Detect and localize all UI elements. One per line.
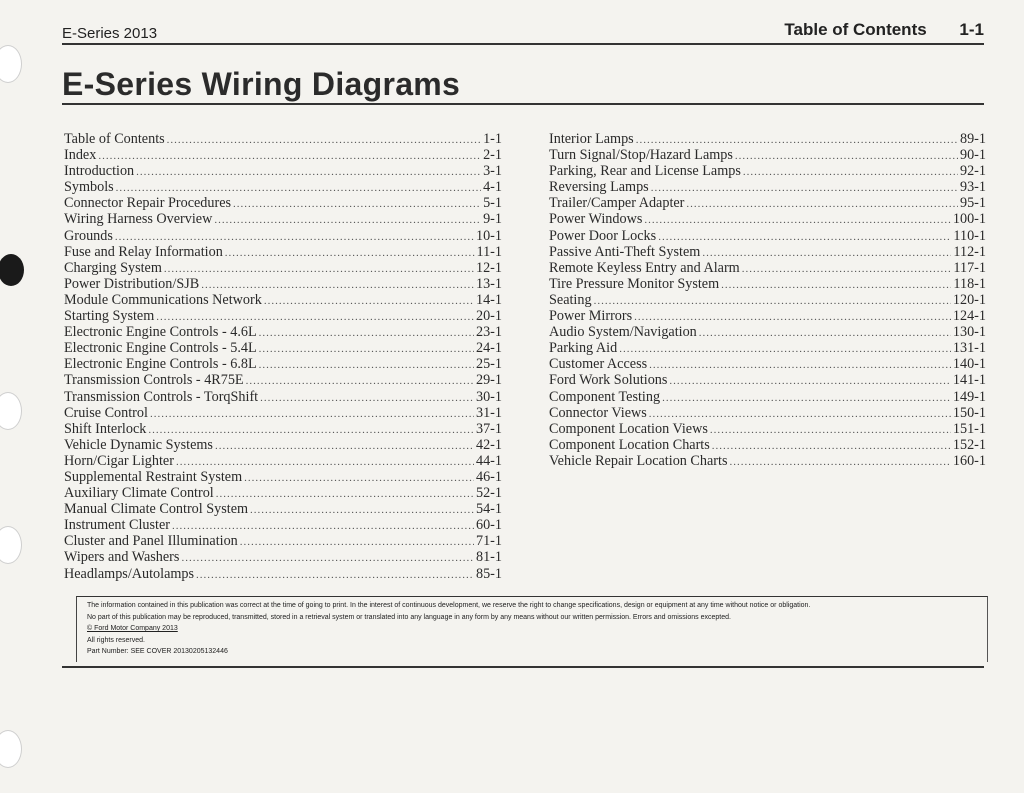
toc-entry[interactable] [549, 308, 986, 324]
toc-leader-dots [260, 390, 474, 406]
toc-leader-dots [649, 357, 951, 373]
binder-hole [0, 730, 22, 768]
toc-entry-page: 120-1 [952, 291, 986, 308]
toc-entry-page: 3-1 [483, 163, 502, 180]
toc-entry-label: Power Windows [549, 211, 643, 228]
toc-entry-label: Symbols [64, 179, 114, 196]
toc-leader-dots [233, 196, 481, 212]
toc-entry-page: 29-1 [475, 372, 502, 389]
toc-leader-dots [649, 406, 951, 422]
toc-leader-dots [176, 454, 474, 470]
toc-entry-label: Instrument Cluster [64, 517, 170, 534]
toc-entry[interactable] [549, 179, 986, 195]
toc-entry[interactable] [549, 453, 986, 469]
toc-entry[interactable] [549, 163, 986, 179]
toc-entry[interactable] [549, 356, 986, 372]
toc-entry-label: Grounds [64, 227, 113, 244]
toc-leader-dots [167, 132, 481, 148]
toc-leader-dots [115, 229, 474, 245]
toc-entry[interactable] [64, 485, 502, 501]
toc-entry[interactable] [64, 292, 502, 308]
section-header [784, 20, 984, 40]
toc-entry-page: 160-1 [952, 452, 986, 469]
title-divider [62, 103, 984, 105]
toc-entry-label: Component Location Charts [549, 436, 710, 453]
toc-entry-label: Component Testing [549, 388, 661, 405]
legal-notice [76, 596, 988, 662]
toc-entry-page: 42-1 [475, 436, 502, 453]
toc-entry-label: Remote Keyless Entry and Alarm [549, 259, 740, 276]
toc-entry-label: Supplemental Restraint System [64, 468, 243, 485]
toc-entry-page: 124-1 [952, 308, 986, 325]
toc-leader-dots [201, 277, 474, 293]
toc-leader-dots [246, 373, 474, 389]
toc-entry[interactable] [549, 276, 986, 292]
toc-entry-page: 1-1 [483, 131, 502, 147]
toc-entry-label: Parking Aid [549, 340, 618, 357]
toc-entry[interactable] [64, 131, 502, 147]
toc-leader-dots [712, 438, 951, 454]
toc-entry-label: Charging System [64, 259, 162, 276]
toc-entry-page: 24-1 [475, 340, 502, 357]
toc-entry-page: 149-1 [952, 388, 986, 405]
toc-entry-label: Electronic Engine Controls - 6.8L [64, 356, 257, 373]
toc-leader-dots [259, 341, 474, 357]
toc-leader-dots [702, 245, 951, 261]
toc-leader-dots [240, 534, 474, 550]
toc-entry-page: 2-1 [483, 147, 502, 164]
toc-entry-label: Passive Anti-Theft System [549, 243, 701, 260]
toc-leader-dots [710, 422, 951, 438]
toc-entry-label: Parking, Rear and License Lamps [549, 163, 741, 180]
header-divider [62, 43, 984, 45]
toc-leader-dots [735, 148, 958, 164]
toc-entry-page: 25-1 [475, 356, 502, 373]
toc-entry-label: Introduction [64, 163, 135, 180]
toc-leader-dots [729, 454, 950, 470]
rights-reserved: All rights reserved. [87, 636, 145, 644]
toc-entry[interactable] [64, 308, 502, 324]
toc-entry-label: Seating [549, 291, 592, 308]
toc-entry-page: 13-1 [475, 275, 502, 292]
toc-entry[interactable] [64, 228, 502, 244]
toc-entry[interactable] [549, 147, 986, 163]
toc-entry-label: Interior Lamps [549, 131, 634, 147]
toc-entry[interactable] [64, 389, 502, 405]
toc-entry-label: Module Communications Network [64, 291, 262, 308]
toc-leader-dots [225, 245, 475, 261]
toc-entry-label: Horn/Cigar Lighter [64, 452, 174, 469]
toc-entry[interactable] [549, 131, 986, 147]
toc-entry[interactable] [64, 276, 502, 292]
toc-leader-dots [98, 148, 481, 164]
toc-left-column [64, 131, 502, 582]
toc-entry[interactable] [549, 405, 986, 421]
section-title: Table of Contents [784, 20, 927, 39]
toc-entry-label: Index [64, 147, 97, 164]
toc-entry-label: Starting System [64, 308, 155, 325]
toc-leader-dots [644, 212, 951, 228]
toc-entry-label: Cruise Control [64, 404, 148, 421]
toc-entry[interactable] [64, 179, 502, 195]
toc-right-column [549, 131, 986, 469]
toc-entry[interactable] [64, 517, 502, 533]
toc-entry-label: Auxiliary Climate Control [64, 485, 214, 502]
toc-entry-label: Component Location Views [549, 420, 708, 437]
toc-leader-dots [196, 567, 474, 583]
toc-entry-page: 89-1 [959, 131, 986, 147]
toc-entry-page: 131-1 [952, 340, 986, 357]
toc-leader-dots [136, 164, 481, 180]
toc-entry-page: 11-1 [476, 243, 502, 260]
toc-entry-label: Electronic Engine Controls - 4.6L [64, 324, 257, 341]
toc-entry-label: Electronic Engine Controls - 5.4L [64, 340, 257, 357]
toc-leader-dots [150, 406, 474, 422]
series-label: E-Series 2013 [62, 25, 158, 42]
toc-leader-dots [156, 309, 474, 325]
notice-line-1: The information contained in this publication was correct at the time of going to print. In the interest of continuous development, we reserve the right to change specifications, design or equipment at any time without notice or obligation. [87, 602, 811, 609]
toc-entry[interactable] [64, 437, 502, 453]
toc-entry-label: Vehicle Repair Location Charts [549, 452, 728, 469]
toc-leader-dots [214, 212, 481, 228]
toc-entry-page: 93-1 [959, 179, 986, 196]
toc-leader-dots [658, 229, 951, 245]
toc-leader-dots [148, 422, 474, 438]
toc-entry-label: Transmission Controls - 4R75E [64, 372, 244, 389]
part-number: Part Number: SEE COVER 20130205132446 [87, 648, 228, 656]
toc-entry[interactable] [64, 566, 502, 582]
toc-leader-dots [636, 132, 958, 148]
toc-entry[interactable] [549, 260, 986, 276]
toc-entry-page: 95-1 [959, 195, 986, 212]
toc-leader-dots [651, 180, 958, 196]
toc-entry-label: Turn Signal/Stop/Hazard Lamps [549, 147, 733, 164]
toc-entry[interactable] [64, 211, 502, 227]
toc-leader-dots [634, 309, 951, 325]
toc-entry[interactable] [64, 195, 502, 211]
toc-entry[interactable] [549, 389, 986, 405]
toc-entry-page: 12-1 [475, 259, 502, 276]
toc-entry[interactable] [549, 324, 986, 340]
toc-entry-page: 92-1 [959, 163, 986, 180]
toc-entry-page: 152-1 [952, 436, 986, 453]
toc-leader-dots [743, 164, 958, 180]
toc-entry-label: Wipers and Washers [64, 549, 180, 566]
toc-entry[interactable] [64, 469, 502, 485]
toc-entry-label: Power Door Locks [549, 227, 657, 244]
toc-entry[interactable] [64, 421, 502, 437]
toc-entry-page: 20-1 [475, 308, 502, 325]
toc-entry-page: 60-1 [475, 517, 502, 534]
toc-entry[interactable] [64, 453, 502, 469]
toc-entry[interactable] [64, 244, 502, 260]
toc-entry[interactable] [549, 292, 986, 308]
toc-entry[interactable] [549, 244, 986, 260]
toc-entry-page: 52-1 [475, 485, 502, 502]
toc-leader-dots [742, 261, 952, 277]
toc-entry[interactable] [64, 533, 502, 549]
toc-leader-dots [259, 325, 474, 341]
toc-entry-page: 23-1 [475, 324, 502, 341]
toc-entry[interactable] [64, 324, 502, 340]
toc-leader-dots [164, 261, 474, 277]
toc-entry[interactable] [549, 340, 986, 356]
toc-entry-page: 140-1 [952, 356, 986, 373]
toc-entry-page: 150-1 [952, 404, 986, 421]
toc-entry-label: Fuse and Relay Information [64, 243, 223, 260]
toc-entry[interactable] [64, 260, 502, 276]
toc-leader-dots [116, 180, 481, 196]
toc-entry-page: 81-1 [475, 549, 502, 566]
toc-entry-label: Customer Access [549, 356, 648, 373]
binder-hole [0, 526, 22, 564]
toc-leader-dots [250, 502, 474, 518]
toc-entry-page: 31-1 [475, 404, 502, 421]
toc-entry-page: 117-1 [953, 259, 986, 276]
toc-entry-label: Connector Views [549, 404, 647, 421]
toc-entry-label: Cluster and Panel Illumination [64, 533, 238, 550]
toc-leader-dots [721, 277, 951, 293]
toc-entry-page: 44-1 [475, 452, 502, 469]
toc-leader-dots [619, 341, 951, 357]
toc-entry-label: Shift Interlock [64, 420, 147, 437]
toc-entry[interactable] [549, 372, 986, 388]
toc-entry-label: Ford Work Solutions [549, 372, 668, 389]
section-number: 1-1 [959, 20, 984, 39]
toc-entry-label: Vehicle Dynamic Systems [64, 436, 213, 453]
toc-entry-label: Power Distribution/SJB [64, 275, 200, 292]
toc-entry-label: Table of Contents [64, 131, 165, 147]
toc-entry-page: 46-1 [475, 468, 502, 485]
binder-hole-dark [0, 254, 24, 286]
toc-entry-label: Reversing Lamps [549, 179, 649, 196]
toc-entry-page: 5-1 [483, 195, 502, 212]
toc-entry-page: 9-1 [483, 211, 502, 228]
toc-entry-label: Headlamps/Autolamps [64, 565, 195, 582]
toc-leader-dots [181, 550, 474, 566]
toc-entry-page: 110-1 [953, 227, 986, 244]
toc-leader-dots [662, 390, 951, 406]
toc-entry[interactable] [549, 228, 986, 244]
toc-entry[interactable] [64, 147, 502, 163]
toc-leader-dots [172, 518, 474, 534]
toc-entry-label: Trailer/Camper Adapter [549, 195, 685, 212]
toc-entry-label: Tire Pressure Monitor System [549, 275, 720, 292]
toc-entry[interactable] [64, 356, 502, 372]
toc-entry[interactable] [64, 549, 502, 565]
toc-entry[interactable] [549, 211, 986, 227]
toc-entry-page: 118-1 [953, 275, 986, 292]
toc-entry[interactable] [549, 437, 986, 453]
toc-leader-dots [215, 438, 474, 454]
toc-entry-page: 112-1 [953, 243, 986, 260]
toc-entry-page: 30-1 [475, 388, 502, 405]
toc-entry[interactable] [64, 501, 502, 517]
toc-entry-page: 130-1 [952, 324, 986, 341]
toc-entry[interactable] [64, 163, 502, 179]
bottom-divider [62, 666, 984, 668]
binder-hole [0, 45, 22, 83]
toc-entry[interactable] [64, 340, 502, 356]
toc-entry-label: Audio System/Navigation [549, 324, 697, 341]
toc-entry-page: 90-1 [959, 147, 986, 164]
toc-leader-dots [264, 293, 474, 309]
toc-entry-page: 100-1 [952, 211, 986, 228]
toc-entry-page: 71-1 [475, 533, 502, 550]
toc-leader-dots [244, 470, 474, 486]
toc-entry-page: 4-1 [483, 179, 502, 196]
toc-entry-label: Manual Climate Control System [64, 501, 249, 518]
toc-entry-page: 14-1 [475, 291, 502, 308]
toc-entry[interactable] [64, 405, 502, 421]
toc-entry-label: Transmission Controls - TorqShift [64, 388, 259, 405]
binder-hole [0, 392, 22, 430]
toc-entry-page: 10-1 [475, 227, 502, 244]
toc-entry-page: 37-1 [475, 420, 502, 437]
toc-entry-page: 141-1 [952, 372, 986, 389]
notice-line-2: No part of this publication may be reproduced, transmitted, stored in a retrieval system or translated into any language in any form by any means without our written permission. Errors and omissions excepted. [87, 613, 731, 621]
toc-leader-dots [259, 357, 474, 373]
toc-entry-page: 151-1 [952, 420, 986, 437]
toc-leader-dots [699, 325, 951, 341]
toc-leader-dots [686, 196, 958, 212]
toc-entry-label: Power Mirrors [549, 308, 633, 325]
toc-entry-label: Connector Repair Procedures [64, 195, 232, 212]
toc-entry[interactable] [549, 421, 986, 437]
toc-entry-label: Wiring Harness Overview [64, 211, 213, 228]
copyright: © Ford Motor Company 2013 [87, 625, 178, 633]
toc-leader-dots [216, 486, 474, 502]
page-title: E-Series Wiring Diagrams [62, 66, 461, 102]
toc-entry-page: 85-1 [475, 565, 502, 582]
toc-leader-dots [594, 293, 951, 309]
toc-entry-page: 54-1 [475, 501, 502, 518]
toc-entry[interactable] [549, 195, 986, 211]
toc-entry[interactable] [64, 372, 502, 388]
toc-leader-dots [669, 373, 950, 389]
